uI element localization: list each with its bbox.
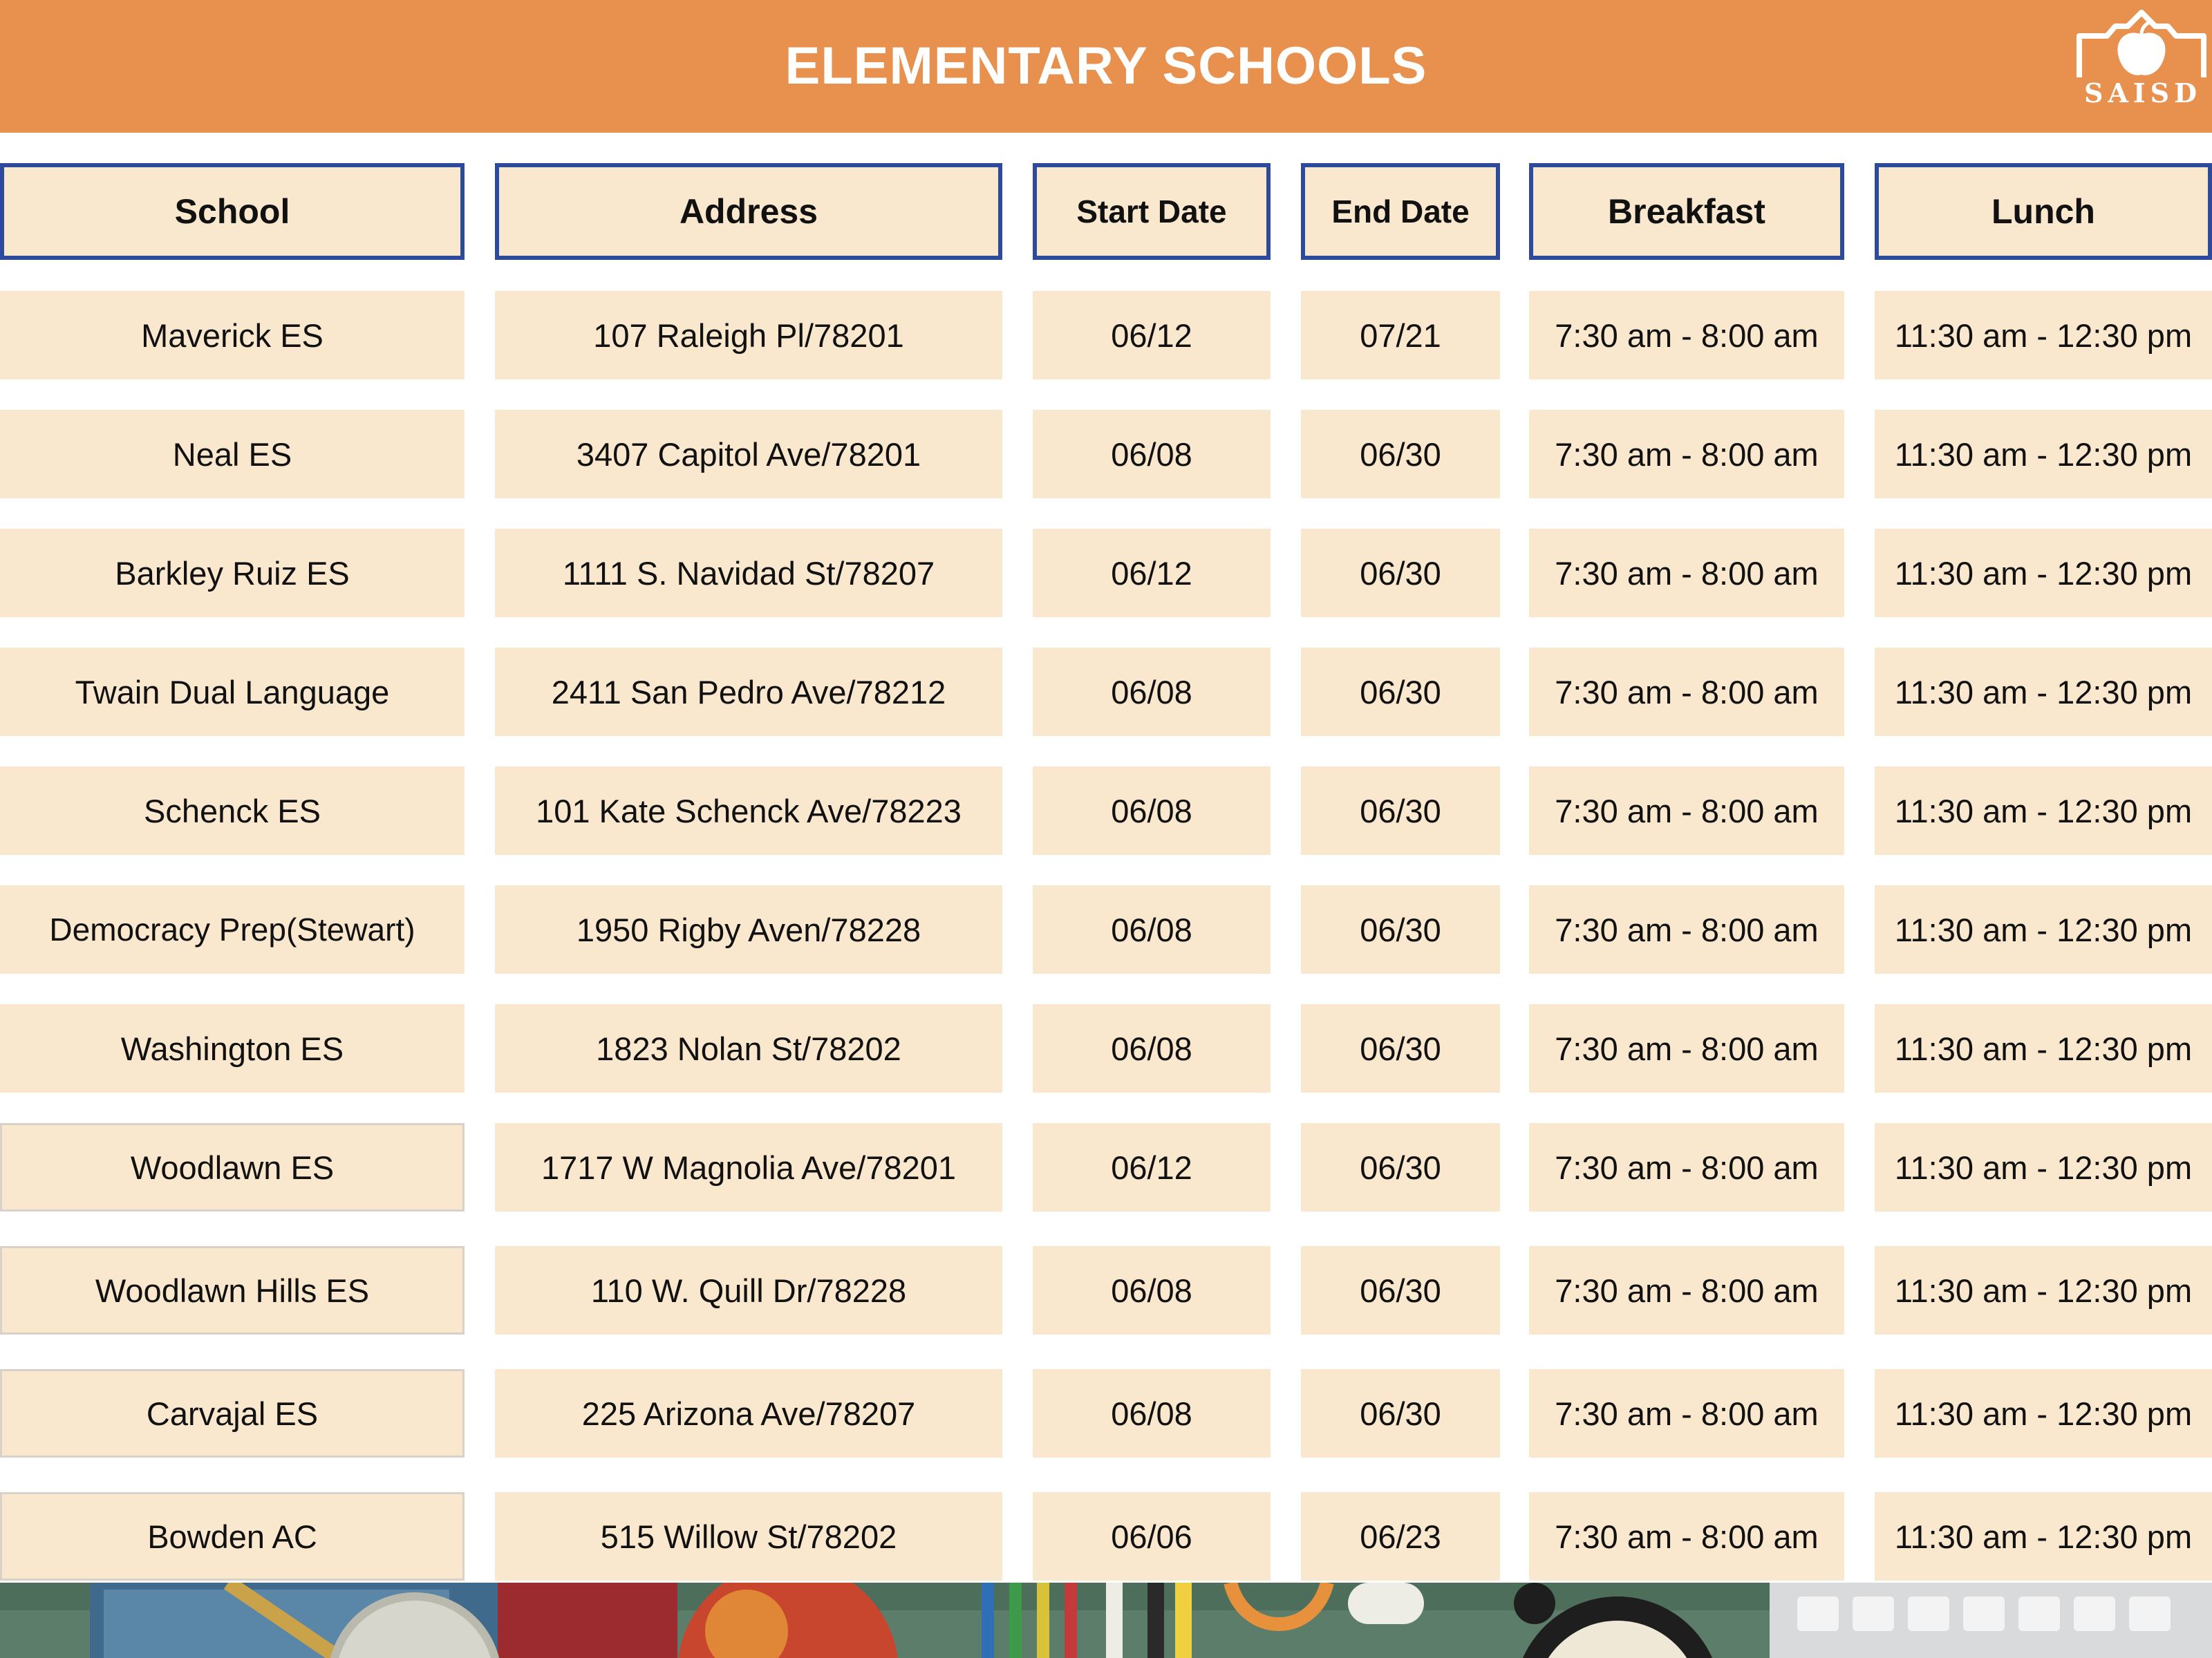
cell-breakfast: 7:30 am - 8:00 am <box>1529 648 1844 736</box>
cell-school: Bowden AC <box>0 1492 465 1581</box>
cell-lunch: 11:30 am - 12:30 pm <box>1875 529 2212 617</box>
cell-address: 1111 S. Navidad St/78207 <box>495 529 1002 617</box>
cell-address: 225 Arizona Ave/78207 <box>495 1369 1002 1458</box>
cell-school: Woodlawn ES <box>0 1123 465 1212</box>
cell-lunch: 11:30 am - 12:30 pm <box>1875 410 2212 498</box>
cell-start: 06/12 <box>1033 291 1271 379</box>
cell-school: Washington ES <box>0 1004 465 1093</box>
cell-address: 515 Willow St/78202 <box>495 1492 1002 1581</box>
cell-start: 06/06 <box>1033 1492 1271 1581</box>
apple-icon <box>677 1583 899 1658</box>
cell-start: 06/08 <box>1033 1246 1271 1335</box>
cell-address: 107 Raleigh Pl/78201 <box>495 291 1002 379</box>
cell-end: 06/30 <box>1301 885 1500 974</box>
cell-breakfast: 7:30 am - 8:00 am <box>1529 1369 1844 1458</box>
cell-lunch: 11:30 am - 12:30 pm <box>1875 1246 2212 1335</box>
cell-lunch: 11:30 am - 12:30 pm <box>1875 648 2212 736</box>
cell-end: 06/30 <box>1301 1123 1500 1212</box>
school-supplies-photo <box>0 1583 2212 1658</box>
cell-breakfast: 7:30 am - 8:00 am <box>1529 1246 1844 1335</box>
cell-lunch: 11:30 am - 12:30 pm <box>1875 1123 2212 1212</box>
cell-breakfast: 7:30 am - 8:00 am <box>1529 410 1844 498</box>
cell-end: 06/23 <box>1301 1492 1500 1581</box>
cell-start: 06/08 <box>1033 1369 1271 1458</box>
cell-breakfast: 7:30 am - 8:00 am <box>1529 1004 1844 1093</box>
cell-address: 1717 W Magnolia Ave/78201 <box>495 1123 1002 1212</box>
cell-lunch: 11:30 am - 12:30 pm <box>1875 1492 2212 1581</box>
cell-end: 06/30 <box>1301 766 1500 855</box>
cell-start: 06/08 <box>1033 1004 1271 1093</box>
cell-end: 06/30 <box>1301 529 1500 617</box>
cell-school: Democracy Prep(Stewart) <box>0 885 465 974</box>
column-header-end: End Date <box>1301 163 1500 260</box>
cell-start: 06/08 <box>1033 410 1271 498</box>
cell-school: Maverick ES <box>0 291 465 379</box>
cell-school: Carvajal ES <box>0 1369 465 1458</box>
cell-breakfast: 7:30 am - 8:00 am <box>1529 766 1844 855</box>
cell-school: Neal ES <box>0 410 465 498</box>
cell-breakfast: 7:30 am - 8:00 am <box>1529 885 1844 974</box>
column-header-start: Start Date <box>1033 163 1271 260</box>
cell-end: 06/30 <box>1301 1369 1500 1458</box>
cell-lunch: 11:30 am - 12:30 pm <box>1875 1004 2212 1093</box>
cell-lunch: 11:30 am - 12:30 pm <box>1875 291 2212 379</box>
cell-end: 06/30 <box>1301 1004 1500 1093</box>
cell-end: 06/30 <box>1301 648 1500 736</box>
cell-lunch: 11:30 am - 12:30 pm <box>1875 1369 2212 1458</box>
cell-address: 110 W. Quill Dr/78228 <box>495 1246 1002 1335</box>
page-title: ELEMENTARY SCHOOLS <box>785 37 1427 95</box>
cell-lunch: 11:30 am - 12:30 pm <box>1875 766 2212 855</box>
column-header-lunch: Lunch <box>1875 163 2212 260</box>
cell-school: Woodlawn Hills ES <box>0 1246 465 1335</box>
cell-end: 06/30 <box>1301 410 1500 498</box>
cell-start: 06/12 <box>1033 1123 1271 1212</box>
column-header-address: Address <box>495 163 1002 260</box>
keyboard-icon <box>1770 1583 2212 1658</box>
cell-breakfast: 7:30 am - 8:00 am <box>1529 529 1844 617</box>
cell-lunch: 11:30 am - 12:30 pm <box>1875 885 2212 974</box>
cell-address: 101 Kate Schenck Ave/78223 <box>495 766 1002 855</box>
cell-start: 06/12 <box>1033 529 1271 617</box>
cell-address: 1950 Rigby Aven/78228 <box>495 885 1002 974</box>
cell-school: Schenck ES <box>0 766 465 855</box>
cell-school: Twain Dual Language <box>0 648 465 736</box>
cell-breakfast: 7:30 am - 8:00 am <box>1529 291 1844 379</box>
column-header-school: School <box>0 163 465 260</box>
cell-address: 3407 Capitol Ave/78201 <box>495 410 1002 498</box>
column-header-breakfast: Breakfast <box>1529 163 1844 260</box>
cell-end: 06/30 <box>1301 1246 1500 1335</box>
cell-end: 07/21 <box>1301 291 1500 379</box>
logo-text: SAISD <box>2083 77 2202 109</box>
cell-school: Barkley Ruiz ES <box>0 529 465 617</box>
cell-start: 06/08 <box>1033 885 1271 974</box>
cell-breakfast: 7:30 am - 8:00 am <box>1529 1492 1844 1581</box>
cell-breakfast: 7:30 am - 8:00 am <box>1529 1123 1844 1212</box>
cell-start: 06/08 <box>1033 648 1271 736</box>
cell-start: 06/08 <box>1033 766 1271 855</box>
cell-address: 2411 San Pedro Ave/78212 <box>495 648 1002 736</box>
cell-address: 1823 Nolan St/78202 <box>495 1004 1002 1093</box>
